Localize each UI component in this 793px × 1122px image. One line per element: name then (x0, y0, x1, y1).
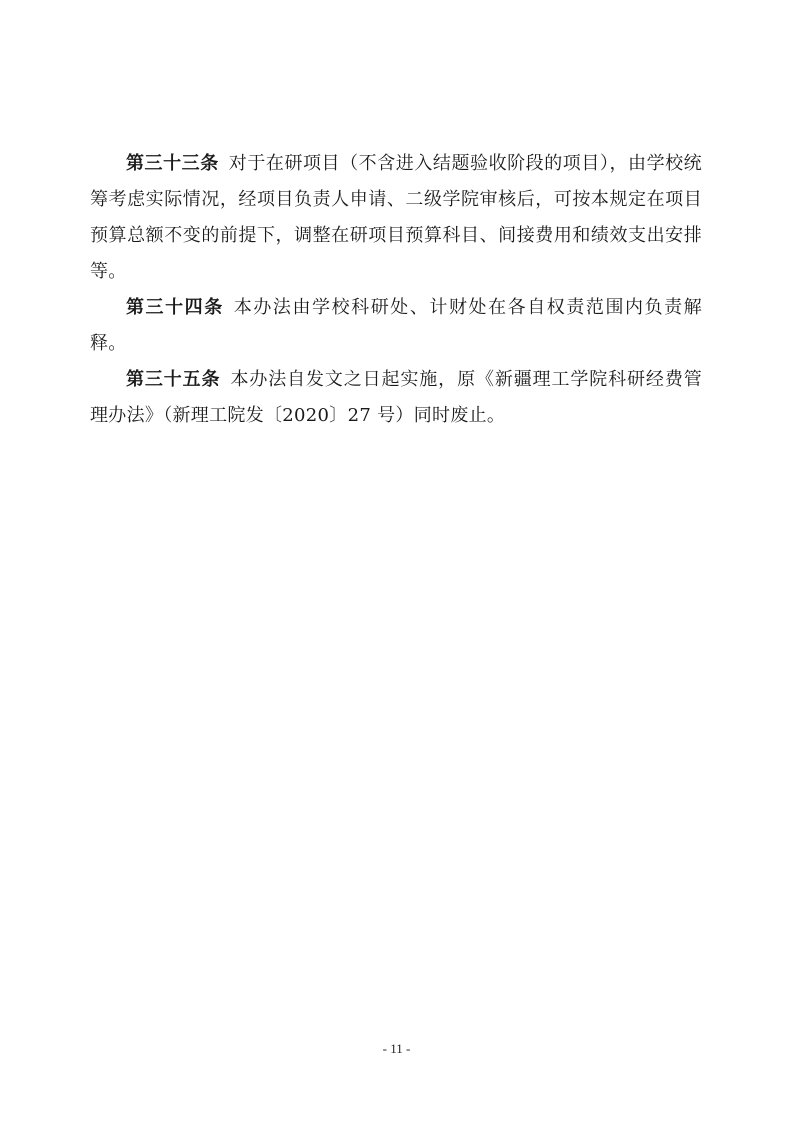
article-33-text: 对于在研项目（不含进入结题验收阶段的项目），由学校统筹考虑实际情况，经项目负责人申请、二级学院审核后，可按本规定在项目预算总额不变的前提下，调整在研项目预算科目、间接费用和绩效支出安排等。 (90, 153, 702, 282)
document-body (90, 146, 702, 434)
article-35-text: 本办法自发文之日起实施，原《新疆理工学院科研经费管理办法》（新理工院发〔2020〕27 号）同时废止。 (90, 369, 703, 426)
article-34-heading: 第三十四条 (126, 297, 224, 318)
article-35 (90, 362, 702, 434)
article-34-text: 本办法由学校科研处、计财处在各自权责范围内负责解释。 (90, 297, 703, 354)
article-33-heading: 第三十三条 (126, 153, 219, 174)
article-33 (90, 146, 702, 290)
page-number: - 11 - (382, 1041, 411, 1056)
article-34 (90, 290, 702, 362)
article-35-heading: 第三十五条 (126, 369, 221, 390)
